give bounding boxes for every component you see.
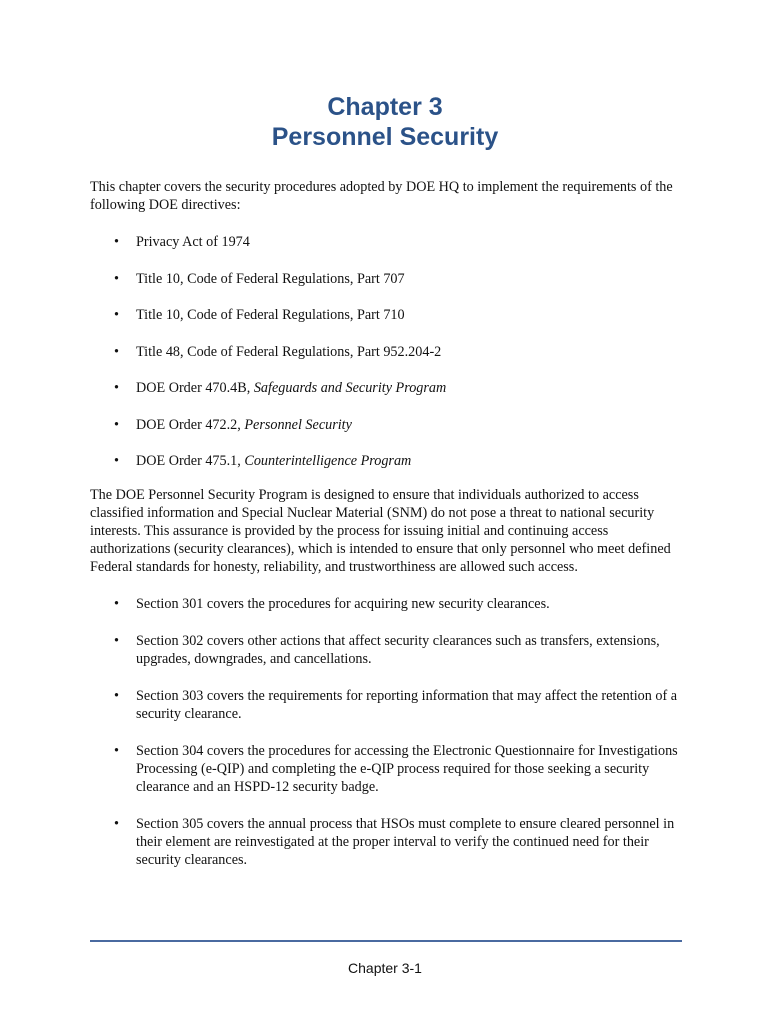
bullet-icon: • xyxy=(114,596,119,612)
bullet-icon: • xyxy=(114,234,119,250)
sections-list xyxy=(90,595,682,869)
bullet-icon: • xyxy=(114,307,119,323)
bullet-icon: • xyxy=(114,343,119,360)
directive-text: DOE Order 470.4B, xyxy=(136,380,254,396)
list-item xyxy=(90,416,682,434)
section-text: Section 301 covers the procedures for acquiring new security clearances. xyxy=(136,596,550,612)
chapter-title: Personnel Security xyxy=(271,123,499,151)
chapter-heading xyxy=(0,92,770,152)
directive-text: Title 10, Code of Federal Regulations, Part 710 xyxy=(136,307,405,323)
bullet-icon: • xyxy=(114,688,119,704)
footer-divider xyxy=(90,940,682,942)
bullet-icon: • xyxy=(114,416,119,433)
bullet-icon: • xyxy=(114,270,119,287)
bullet-icon: • xyxy=(114,743,119,759)
program-paragraph: The DOE Personnel Security Program is designed to ensure that individuals authorized to access classified information and Special Nuclear Material (SNM) do not pose a threat to national security interests. This assurance is provided by the process for issuing initial and continuing access authorizations (security clearances), which is intended to ensure that only personnel who meet defined Federal standards for honesty, reliability, and trustworthiness are allowed such access. xyxy=(90,487,671,575)
directive-title: Safeguards and Security Program xyxy=(253,380,447,396)
directive-text: Title 10, Code of Federal Regulations, Part 707 xyxy=(136,270,405,287)
list-item xyxy=(90,595,682,613)
list-item xyxy=(90,379,682,397)
page-number: Chapter 3-1 xyxy=(348,960,422,976)
directive-text: Title 48, Code of Federal Regulations, Part 952.204-2 xyxy=(136,343,442,360)
section-text: Section 304 covers the procedures for accessing the Electronic Questionnaire for Investigations Processing (e-QIP) and completing the e-QIP process required for those seeking a security clearance and an HSPD-12 security badge. xyxy=(136,743,678,795)
intro-paragraph: This chapter covers the security procedures adopted by DOE HQ to implement the requirements of the following DOE directives: xyxy=(90,179,673,213)
bullet-icon: • xyxy=(114,380,119,396)
section-text: Section 302 covers other actions that affect security clearances such as transfers, extensions, upgrades, downgrades, and cancellations. xyxy=(136,633,660,667)
list-item xyxy=(90,306,682,324)
section-text: Section 305 covers the annual process that HSOs must complete to ensure cleared personnel in their element are reinvestigated at the proper interval to verify the continued need for their security clearances. xyxy=(136,816,675,868)
chapter-body xyxy=(90,178,682,888)
bullet-icon: • xyxy=(114,633,119,649)
list-item xyxy=(90,343,682,361)
directive-text: DOE Order 475.1, xyxy=(136,453,245,469)
list-item xyxy=(90,233,682,251)
list-item xyxy=(90,270,682,288)
list-item xyxy=(90,632,682,668)
list-item xyxy=(90,815,682,869)
bullet-icon: • xyxy=(114,453,119,469)
directive-title: Counterintelligence Program xyxy=(244,453,412,469)
chapter-number: Chapter 3 xyxy=(327,93,443,121)
list-item xyxy=(90,452,682,470)
section-text: Section 303 covers the requirements for reporting information that may affect the retention of a security clearance. xyxy=(136,688,678,722)
directive-text: DOE Order 472.2, xyxy=(136,416,245,433)
bullet-icon: • xyxy=(114,816,119,832)
directive-title: Personnel Security xyxy=(244,416,352,433)
directive-text: Privacy Act of 1974 xyxy=(136,234,250,250)
directives-list xyxy=(90,233,682,470)
list-item xyxy=(90,687,682,723)
list-item xyxy=(90,742,682,796)
